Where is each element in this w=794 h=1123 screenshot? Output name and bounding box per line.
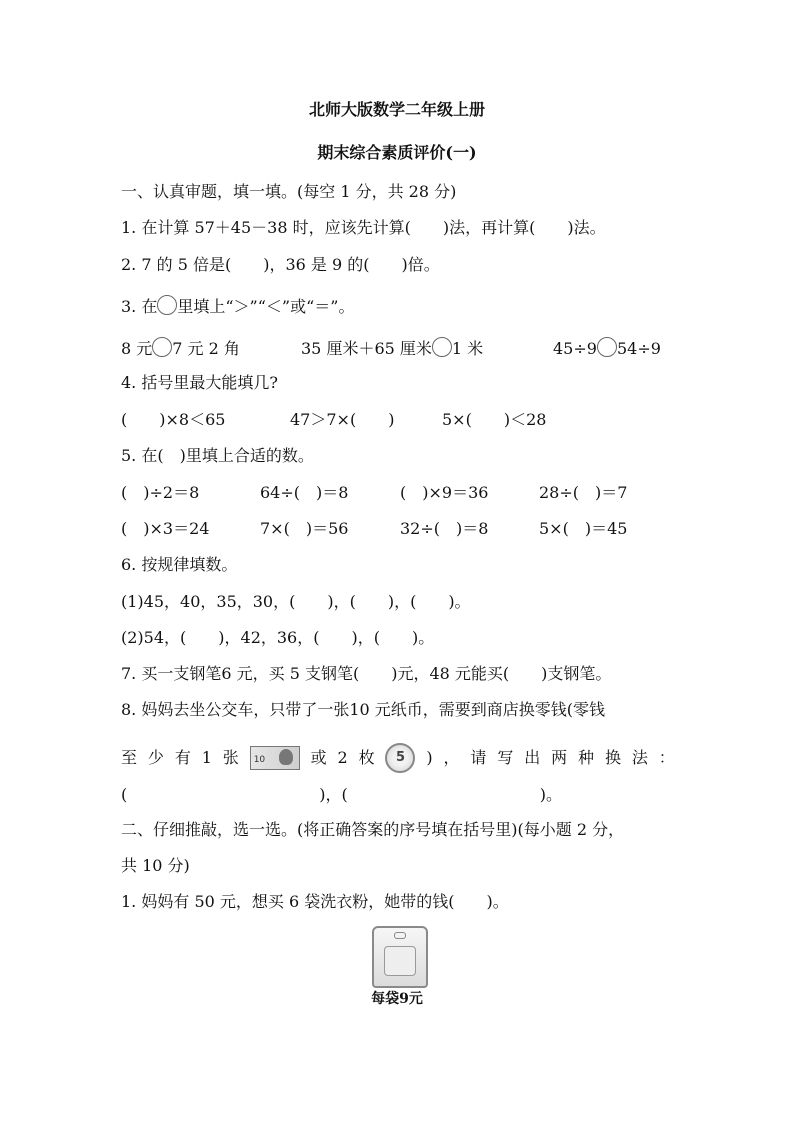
compare-circle-icon[interactable]	[432, 337, 452, 357]
q4-item-1: ( )×8＜65	[121, 410, 226, 429]
compare-right: 1 米	[451, 339, 484, 358]
q4-item-3: 5×( )＜28	[442, 410, 547, 429]
question-1-6-2: (2)54，( )，42，36，( )，( )。	[121, 628, 435, 647]
question-1-8-line1: 8. 妈妈去坐公交车，只带了一张10 元纸币，需要到商店换零钱(零钱	[121, 700, 606, 719]
coin-icon: 5	[385, 743, 415, 773]
bag-price-caption: 每袋9元	[371, 991, 423, 1007]
compare-item-1	[121, 337, 240, 359]
q5-item: 28÷( )＝7	[539, 483, 628, 502]
page-title: 北师大版数学二年级上册	[308, 100, 485, 119]
q3-pre: 3. 在	[121, 297, 158, 316]
compare-circle-icon	[157, 295, 177, 315]
section1-heading: 一、认真审题，填一填。(每空 1 分，共 28 分)	[121, 182, 457, 201]
question-1-8-line2: 至 少 有 1 张 10 或 2 枚 5 ) ， 请 写 出 两 种 换 法 ：	[121, 743, 675, 773]
detergent-bag-icon	[372, 926, 428, 988]
section2-heading-line1: 二、仔细推敲，选一选。(将正确答案的序号填在括号里)(每小题 2 分，	[121, 820, 625, 839]
compare-left: 45÷9	[553, 339, 597, 358]
q5-item: ( )÷2＝8	[121, 483, 200, 502]
question-1-6: 6. 按规律填数。	[121, 555, 238, 574]
compare-circle-icon[interactable]	[597, 337, 617, 357]
q5-item: 5×( )＝45	[539, 519, 628, 538]
question-1-8-line3: ( )，( )。	[121, 785, 562, 804]
q5-item: 64÷( )＝8	[260, 483, 349, 502]
question-1-4: 4. 括号里最大能填几?	[121, 373, 278, 392]
question-1-1: 1. 在计算 57＋45－38 时，应该先计算( )法，再计算( )法。	[121, 218, 606, 237]
page-subtitle: 期末综合素质评价(一)	[317, 143, 477, 162]
compare-circle-icon[interactable]	[152, 337, 172, 357]
q5-item: 32÷( )＝8	[400, 519, 489, 538]
section2-heading-line2: 共 10 分)	[121, 856, 190, 875]
q4-item-2: 47＞7×( )	[290, 410, 395, 429]
q3-post: 里填上“＞”“＜”或“＝”。	[177, 297, 355, 316]
banknote-icon: 10	[250, 746, 300, 770]
question-1-3	[121, 295, 354, 317]
question-1-2: 2. 7 的 5 倍是( )，36 是 9 的( )倍。	[121, 255, 440, 274]
compare-left: 8 元	[121, 339, 153, 358]
q5-item: 7×( )＝56	[260, 519, 349, 538]
compare-item-2	[301, 337, 483, 359]
compare-right: 7 元 2 角	[172, 339, 240, 358]
compare-right: 54÷9	[616, 339, 661, 358]
question-1-5: 5. 在( )里填上合适的数。	[121, 446, 314, 465]
question-2-1: 1. 妈妈有 50 元，想买 6 袋洗衣粉，她带的钱( )。	[121, 892, 509, 911]
question-1-6-1: (1)45，40，35，30，( )，( )，( )。	[121, 592, 471, 611]
q5-item: ( )×9＝36	[400, 483, 489, 502]
compare-left: 35 厘米＋65 厘米	[301, 339, 432, 358]
q5-item: ( )×3＝24	[121, 519, 210, 538]
compare-item-3	[553, 337, 661, 359]
question-1-7: 7. 买一支钢笔6 元，买 5 支钢笔( )元，48 元能买( )支钢笔。	[121, 664, 612, 683]
